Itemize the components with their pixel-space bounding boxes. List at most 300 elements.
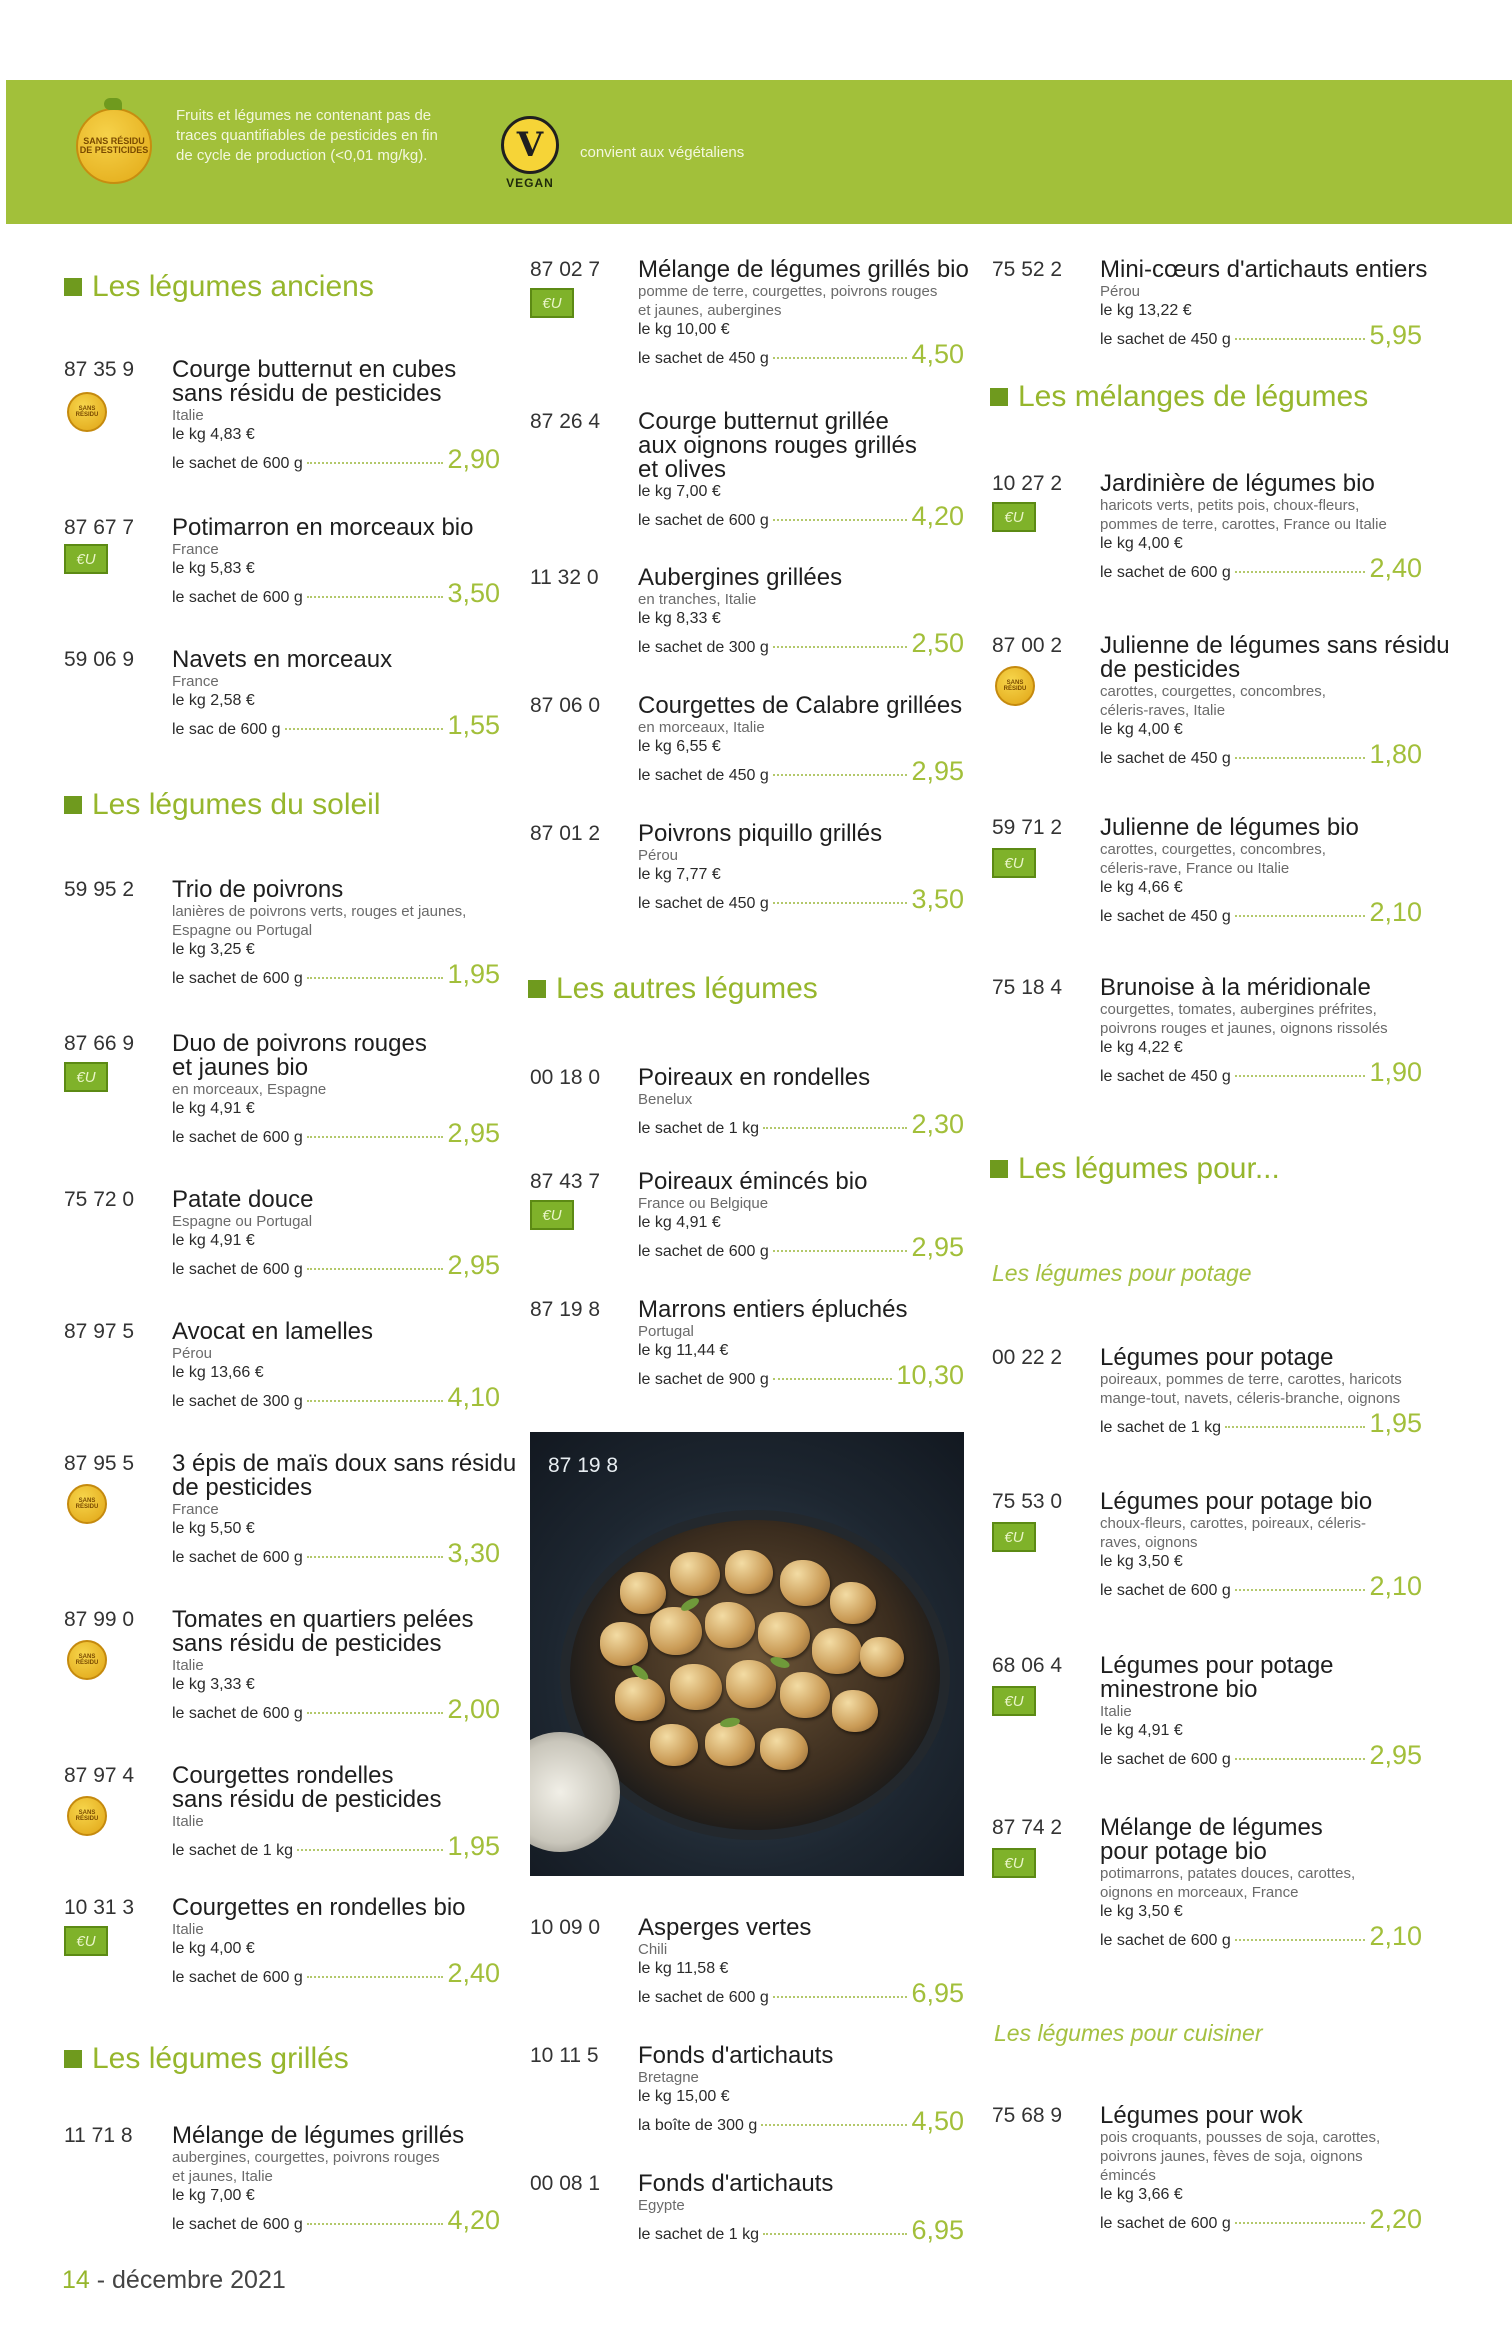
product-price: 5,95 — [1369, 320, 1422, 350]
pack-size: le sachet de 1 kg — [638, 2226, 759, 2243]
product-name: Courge butternut en cubes — [172, 356, 457, 383]
product-name: Brunoise à la méridionale — [1100, 974, 1371, 1001]
pack-price-row — [172, 444, 500, 475]
price-per-kg: le kg 4,91 € — [638, 1214, 721, 1231]
price-per-kg: le kg 4,22 € — [1100, 1039, 1183, 1056]
pack-size: le sachet de 1 kg — [172, 1842, 293, 1859]
pack-size: le sachet de 300 g — [172, 1393, 303, 1410]
product-detail: choux-fleurs, carottes, poireaux, céleris- — [1100, 1515, 1366, 1532]
pack-size: le sachet de 600 g — [638, 1989, 769, 2006]
pack-price-row — [638, 1232, 964, 1263]
pack-size: le sachet de 900 g — [638, 1371, 769, 1388]
pack-size: le sachet de 450 g — [1100, 331, 1231, 348]
vegan-legend-text: convient aux végétaliens — [580, 144, 745, 161]
product-detail: carottes, courgettes, concombres, — [1100, 841, 1326, 858]
product-detail: Italie — [172, 1921, 204, 1938]
price-per-kg: le kg 15,00 € — [638, 2088, 730, 2105]
product-code: 10 31 3 — [64, 1896, 135, 1919]
dotted-leader — [307, 1136, 444, 1138]
product-price: 1,55 — [447, 710, 500, 740]
product-name: Poivrons piquillo grillés — [638, 820, 883, 847]
pack-price-row — [638, 1978, 964, 2009]
dotted-leader — [773, 1250, 908, 1252]
product-body — [638, 1298, 964, 1391]
dotted-leader — [773, 357, 908, 359]
section-title-text: Les légumes grillés — [92, 2042, 349, 2075]
chestnut-shape — [780, 1560, 830, 1606]
product-name: Duo de poivrons rouges — [172, 1030, 427, 1057]
dotted-leader — [297, 1849, 443, 1851]
price-per-kg: le kg 11,58 € — [638, 1960, 729, 1977]
product-body — [172, 1764, 500, 1862]
product-code: 87 95 5 — [64, 1452, 135, 1475]
badge-text: €U — [542, 1206, 562, 1224]
sans-residu-badge-icon — [76, 108, 152, 184]
product-name: Tomates en quartiers pelées — [172, 1606, 474, 1633]
product-price: 4,50 — [911, 2106, 964, 2136]
product-price: 6,95 — [911, 2215, 964, 2245]
sans-residu-icon — [995, 666, 1035, 706]
pack-price-row — [638, 756, 964, 787]
product-detail-line3: émincés — [1100, 2167, 1156, 2184]
pack-size: le sachet de 600 g — [172, 589, 303, 606]
section-title-text: Les autres légumes — [556, 972, 818, 1005]
pack-price-row — [1100, 897, 1422, 928]
price-per-kg: le kg 7,00 € — [172, 2187, 255, 2204]
product-detail: aubergines, courgettes, poivrons rouges — [172, 2149, 440, 2166]
product-body — [1100, 1490, 1422, 1602]
product-price: 2,95 — [911, 1232, 964, 1262]
organic-bio-icon — [992, 502, 1036, 532]
pack-size: le sachet de 600 g — [172, 1549, 303, 1566]
pack-size: le sachet de 600 g — [1100, 1932, 1231, 1949]
dotted-leader — [773, 1378, 893, 1380]
product-detail-line2: poivrons rouges et jaunes, oignons rissolés — [1100, 1020, 1388, 1037]
product-price: 2,95 — [1369, 1740, 1422, 1770]
product-detail-line2: oignons en morceaux, France — [1100, 1884, 1299, 1901]
product-detail: Italie — [172, 1813, 204, 1830]
sans-residu-icon — [67, 1796, 107, 1836]
price-per-kg: le kg 4,66 € — [1100, 879, 1183, 896]
product-name: Courgettes en rondelles bio — [172, 1894, 466, 1921]
product-body — [172, 1450, 517, 1569]
product-code: 59 06 9 — [64, 648, 135, 671]
section-title-grilles — [64, 2042, 349, 2076]
product-body — [172, 1320, 500, 1413]
price-per-kg: le kg 3,33 € — [172, 1676, 255, 1693]
product-price: 4,50 — [911, 339, 964, 369]
product-code: 87 99 0 — [64, 1608, 135, 1631]
product-code: 75 72 0 — [64, 1188, 135, 1211]
product-name: Julienne de légumes sans résidu — [1100, 632, 1450, 659]
dotted-leader — [773, 774, 908, 776]
product-detail-line2: et jaunes, Italie — [172, 2168, 273, 2185]
product-name: Poireaux émincés bio — [638, 1168, 868, 1195]
product-detail: lanières de poivrons verts, rouges et jaunes, — [172, 903, 467, 920]
organic-bio-icon — [64, 544, 108, 574]
dotted-leader — [307, 1556, 444, 1558]
product-name-line2: pour potage bio — [1100, 1838, 1267, 1865]
organic-bio-icon — [992, 1522, 1036, 1552]
product-body — [172, 358, 500, 475]
pack-size: le sachet de 450 g — [1100, 750, 1231, 767]
pack-size: le sachet de 600 g — [638, 1243, 769, 1260]
product-detail: Pérou — [172, 1345, 213, 1362]
product-body — [638, 1170, 964, 1263]
dotted-leader — [1225, 1426, 1365, 1428]
product-code: 00 18 0 — [530, 1066, 601, 1089]
product-name-line3: et olives — [638, 456, 727, 483]
dotted-leader — [307, 977, 444, 979]
chestnut-shape — [670, 1552, 720, 1596]
product-body — [172, 1188, 500, 1281]
product-name: Légumes pour wok — [1100, 2102, 1303, 2129]
product-code: 59 95 2 — [64, 878, 135, 901]
pack-price-row — [638, 2215, 964, 2246]
pack-price-row — [638, 884, 964, 915]
product-body — [1100, 1816, 1422, 1952]
product-detail: Egypte — [638, 2197, 685, 2214]
product-detail-line2: et jaunes, aubergines — [638, 302, 782, 319]
product-price: 2,10 — [1369, 1921, 1422, 1951]
chestnut-shape — [812, 1628, 862, 1674]
product-code: 87 97 4 — [64, 1764, 135, 1787]
badge-text: €U — [542, 294, 562, 312]
product-detail: France — [172, 541, 219, 558]
dotted-leader — [1235, 338, 1366, 340]
pack-size: le sachet de 1 kg — [1100, 1419, 1221, 1436]
product-detail: poireaux, pommes de terre, carottes, haricots — [1100, 1371, 1402, 1388]
dotted-leader — [1235, 1939, 1366, 1941]
dotted-leader — [773, 646, 908, 648]
vegan-label: VEGAN — [506, 176, 554, 190]
badge-text: €U — [76, 550, 96, 568]
sans-residu-legend-text: Fruits et légumes ne contenant pas de traces quantifiables de pesticides en fin de cycle de production (<0,01 mg/kg). — [176, 107, 438, 164]
sans-residu-icon — [67, 1640, 107, 1680]
bullet-square-icon — [990, 1160, 1008, 1178]
product-name: Légumes pour potage bio — [1100, 1488, 1373, 1515]
product-code: 75 68 9 — [992, 2104, 1063, 2127]
product-detail: potimarrons, patates douces, carottes, — [1100, 1865, 1356, 1882]
price-per-kg: le kg 10,00 € — [638, 321, 730, 338]
pack-size: le sachet de 450 g — [638, 350, 769, 367]
product-price: 2,95 — [911, 756, 964, 786]
pack-size: le sachet de 600 g — [172, 1261, 303, 1278]
price-per-kg: le kg 5,83 € — [172, 560, 255, 577]
subsection-potage: Les légumes pour potage — [992, 1260, 1252, 1286]
product-body — [638, 410, 964, 532]
price-per-kg: le kg 8,33 € — [638, 610, 721, 627]
product-price: 1,95 — [447, 1831, 500, 1861]
bullet-square-icon — [64, 796, 82, 814]
product-detail: en tranches, Italie — [638, 591, 757, 608]
chestnut-shape — [620, 1572, 666, 1614]
organic-bio-icon — [530, 288, 574, 318]
pack-size: le sachet de 600 g — [172, 1705, 303, 1722]
price-per-kg: le kg 4,91 € — [1100, 1722, 1183, 1739]
bullet-square-icon — [64, 278, 82, 296]
pack-price-row — [1100, 1921, 1422, 1952]
pack-price-row — [172, 578, 500, 609]
product-body — [638, 2044, 964, 2137]
product-body — [638, 2172, 964, 2246]
dotted-leader — [307, 1976, 444, 1978]
dotted-leader — [761, 2124, 907, 2126]
pack-price-row — [638, 339, 964, 370]
section-title-melanges — [990, 380, 1368, 414]
price-per-kg: le kg 4,83 € — [172, 426, 255, 443]
product-name: Trio de poivrons — [172, 876, 344, 903]
product-price: 2,10 — [1369, 897, 1422, 927]
product-body — [1100, 976, 1422, 1088]
chestnut-shape — [650, 1724, 698, 1766]
dotted-leader — [285, 728, 444, 730]
chestnut-shape — [705, 1722, 755, 1766]
product-code: 87 02 7 — [530, 258, 601, 281]
product-detail: carottes, courgettes, concombres, — [1100, 683, 1326, 700]
product-detail: Espagne ou Portugal — [172, 1213, 313, 1230]
product-name-line2: sans résidu de pesticides — [172, 1630, 442, 1657]
price-per-kg: le kg 4,00 € — [1100, 535, 1183, 552]
product-code: 87 97 5 — [64, 1320, 135, 1343]
organic-bio-icon — [64, 1062, 108, 1092]
dotted-leader — [1235, 1589, 1366, 1591]
product-detail-line2: céleris-rave, France ou Italie — [1100, 860, 1290, 877]
price-per-kg: le kg 4,00 € — [172, 1940, 255, 1957]
price-per-kg: le kg 6,55 € — [638, 738, 721, 755]
photo-product-code: 87 19 8 — [548, 1454, 619, 1477]
product-price: 1,95 — [447, 959, 500, 989]
product-detail: Chili — [638, 1941, 668, 1958]
pack-price-row — [638, 501, 964, 532]
product-name: Marrons entiers épluchés — [638, 1296, 908, 1323]
pack-price-row — [1100, 739, 1422, 770]
organic-bio-icon — [992, 1686, 1036, 1716]
product-body — [638, 694, 964, 787]
pack-size: le sachet de 600 g — [1100, 2215, 1231, 2232]
dotted-leader — [307, 1268, 444, 1270]
price-per-kg: le kg 3,50 € — [1100, 1903, 1183, 1920]
product-body — [1100, 256, 1428, 351]
pack-price-row — [172, 1382, 500, 1413]
product-name: Mélange de légumes — [1100, 1814, 1323, 1841]
product-body — [1100, 1654, 1422, 1771]
sans-residu-icon — [67, 392, 107, 432]
chestnut-shape — [726, 1660, 776, 1708]
product-price: 1,90 — [1369, 1057, 1422, 1087]
price-per-kg: le kg 4,00 € — [1100, 721, 1183, 738]
pack-size: le sachet de 600 g — [172, 455, 303, 472]
sans-residu-icon — [67, 1484, 107, 1524]
section-title-soleil — [64, 788, 381, 822]
product-code: 87 01 2 — [530, 822, 601, 845]
product-name-line2: sans résidu de pesticides — [172, 1786, 442, 1813]
product-price: 2,50 — [911, 628, 964, 658]
price-per-kg: le kg 7,77 € — [638, 866, 721, 883]
product-price: 2,20 — [1369, 2204, 1422, 2234]
product-code: 87 26 4 — [530, 410, 601, 433]
pack-price-row — [172, 1831, 500, 1862]
product-code: 10 11 5 — [530, 2044, 599, 2067]
product-name: Navets en morceaux — [172, 646, 393, 673]
pack-size: le sachet de 450 g — [638, 895, 769, 912]
product-name-line2: sans résidu de pesticides — [172, 380, 442, 407]
pack-size: le sachet de 1 kg — [638, 1120, 759, 1137]
product-body — [172, 516, 500, 609]
chestnut-shape — [670, 1664, 722, 1710]
price-per-kg: le kg 5,50 € — [172, 1520, 255, 1537]
price-per-kg: le kg 3,66 € — [1100, 2186, 1183, 2203]
product-price: 4,20 — [447, 2205, 500, 2235]
vegan-v-icon: V — [501, 116, 559, 174]
section-title-anciens — [64, 270, 374, 304]
pack-size: le sachet de 600 g — [638, 512, 769, 529]
product-price: 2,95 — [447, 1118, 500, 1148]
badge-text: SANS RÉSIDU — [75, 406, 99, 418]
product-code: 00 22 2 — [992, 1346, 1063, 1369]
product-price: 2,95 — [447, 1250, 500, 1280]
pack-price-row — [638, 1109, 964, 1140]
price-per-kg: le kg 3,25 € — [172, 941, 255, 958]
product-detail: haricots verts, petits pois, choux-fleurs, — [1100, 497, 1360, 514]
product-detail: Italie — [1100, 1703, 1132, 1720]
chestnut-shape — [760, 1728, 808, 1770]
product-name: Potimarron en morceaux bio — [172, 514, 474, 541]
product-price: 3,30 — [447, 1538, 500, 1568]
badge-text: SANS RÉSIDU DE PESTICIDES — [79, 135, 149, 155]
bullet-square-icon — [528, 980, 546, 998]
product-name-line2: de pesticides — [172, 1474, 313, 1501]
product-price: 2,00 — [447, 1694, 500, 1724]
product-code: 11 71 8 — [64, 2124, 133, 2147]
dotted-leader — [307, 2223, 444, 2225]
footer-separator: - — [89, 2266, 113, 2294]
pack-price-row — [172, 1250, 500, 1281]
product-code: 75 52 2 — [992, 258, 1063, 281]
product-code: 00 08 1 — [530, 2172, 601, 2195]
badge-text: SANS RÉSIDU — [75, 1498, 99, 1510]
pack-price-row — [638, 1360, 964, 1391]
product-body — [1100, 2104, 1422, 2235]
product-name: Mélange de légumes grillés bio — [638, 256, 969, 283]
pack-price-row — [1100, 1408, 1422, 1439]
chestnut-shape — [705, 1602, 755, 1648]
product-detail: en morceaux, Espagne — [172, 1081, 327, 1098]
pack-price-row — [172, 1118, 500, 1149]
badge-text: SANS RÉSIDU — [1003, 680, 1027, 692]
chestnuts-product-photo — [530, 1432, 964, 1876]
product-code: 10 27 2 — [992, 472, 1063, 495]
badge-text: €U — [1004, 1854, 1024, 1872]
pack-size: le sachet de 600 g — [1100, 1751, 1231, 1768]
product-detail: pois croquants, pousses de soja, carottes, — [1100, 2129, 1381, 2146]
chestnut-shape — [615, 1677, 665, 1721]
pack-price-row — [1100, 553, 1422, 584]
organic-bio-icon — [992, 848, 1036, 878]
pack-price-row — [172, 1958, 500, 1989]
product-price: 4,10 — [447, 1382, 500, 1412]
dotted-leader — [307, 1712, 444, 1714]
product-code: 75 53 0 — [992, 1490, 1063, 1513]
page-footer — [62, 2266, 286, 2295]
section-title-pour — [990, 1152, 1280, 1186]
product-name: Asperges vertes — [638, 1914, 812, 1941]
product-name: 3 épis de maïs doux sans résidu — [172, 1450, 517, 1477]
bullet-square-icon — [64, 2050, 82, 2068]
product-code: 87 74 2 — [992, 1816, 1063, 1839]
product-name: Courge butternut grillée — [638, 408, 889, 435]
badge-text: SANS RÉSIDU — [75, 1810, 99, 1822]
product-detail-line2: poivrons jaunes, fèves de soja, oignons — [1100, 2148, 1363, 2165]
product-detail: Portugal — [638, 1323, 694, 1340]
pack-size: le sachet de 600 g — [172, 1969, 303, 1986]
product-price: 2,10 — [1369, 1571, 1422, 1601]
price-per-kg: le kg 3,50 € — [1100, 1553, 1183, 1570]
product-price: 2,90 — [447, 444, 500, 474]
badge-text: €U — [1004, 1692, 1024, 1710]
product-body — [638, 1066, 964, 1140]
dotted-leader — [1235, 915, 1366, 917]
product-name: Poireaux en rondelles — [638, 1064, 871, 1091]
product-price: 6,95 — [911, 1978, 964, 2008]
price-per-kg: le kg 4,91 € — [172, 1232, 255, 1249]
product-body — [172, 2124, 500, 2236]
dotted-leader — [1235, 1075, 1366, 1077]
badge-text: €U — [1004, 854, 1024, 872]
product-detail: Italie — [172, 407, 204, 424]
product-detail: en morceaux, Italie — [638, 719, 765, 736]
product-detail: France ou Belgique — [638, 1195, 769, 1212]
product-body — [172, 878, 500, 990]
product-code: 59 71 2 — [992, 816, 1063, 839]
product-body — [172, 648, 500, 741]
product-detail-line2: pommes de terre, carottes, France ou Italie — [1100, 516, 1387, 533]
product-detail: France — [172, 1501, 219, 1518]
section-title-text: Les légumes du soleil — [92, 788, 381, 821]
product-detail: Bretagne — [638, 2069, 699, 2086]
product-price: 2,40 — [447, 1958, 500, 1988]
section-title-text: Les mélanges de légumes — [1018, 380, 1369, 413]
product-name: Mélange de légumes grillés — [172, 2122, 465, 2149]
price-per-kg: le kg 4,91 € — [172, 1100, 255, 1117]
pack-price-row — [172, 710, 500, 741]
product-detail: pomme de terre, courgettes, poivrons rouges — [638, 283, 938, 300]
product-code: 87 43 7 — [530, 1170, 601, 1193]
dotted-leader — [307, 462, 444, 464]
product-name-line2: et jaunes bio — [172, 1054, 309, 1081]
product-code: 87 19 8 — [530, 1298, 601, 1321]
product-body — [638, 1916, 964, 2009]
pack-price-row — [1100, 1571, 1422, 1602]
chestnut-shape — [780, 1672, 830, 1718]
product-code: 87 67 7 — [64, 516, 135, 539]
product-price: 10,30 — [896, 1360, 964, 1390]
product-detail: Pérou — [1100, 283, 1141, 300]
product-detail-line2: mange-tout, navets, céleris-branche, oignons — [1100, 1390, 1401, 1407]
dotted-leader — [773, 1996, 908, 1998]
product-code: 11 32 0 — [530, 566, 599, 589]
chestnut-shape — [830, 1582, 876, 1624]
price-per-kg: le kg 7,00 € — [638, 483, 721, 500]
bullet-square-icon — [990, 388, 1008, 406]
dotted-leader — [1235, 2222, 1366, 2224]
dotted-leader — [1235, 571, 1366, 573]
pack-price-row — [638, 628, 964, 659]
catalog-date: décembre 2021 — [112, 2266, 286, 2294]
product-name: Patate douce — [172, 1186, 314, 1213]
section-title-text: Les légumes pour... — [1018, 1152, 1280, 1185]
chestnut-shape — [725, 1550, 773, 1594]
